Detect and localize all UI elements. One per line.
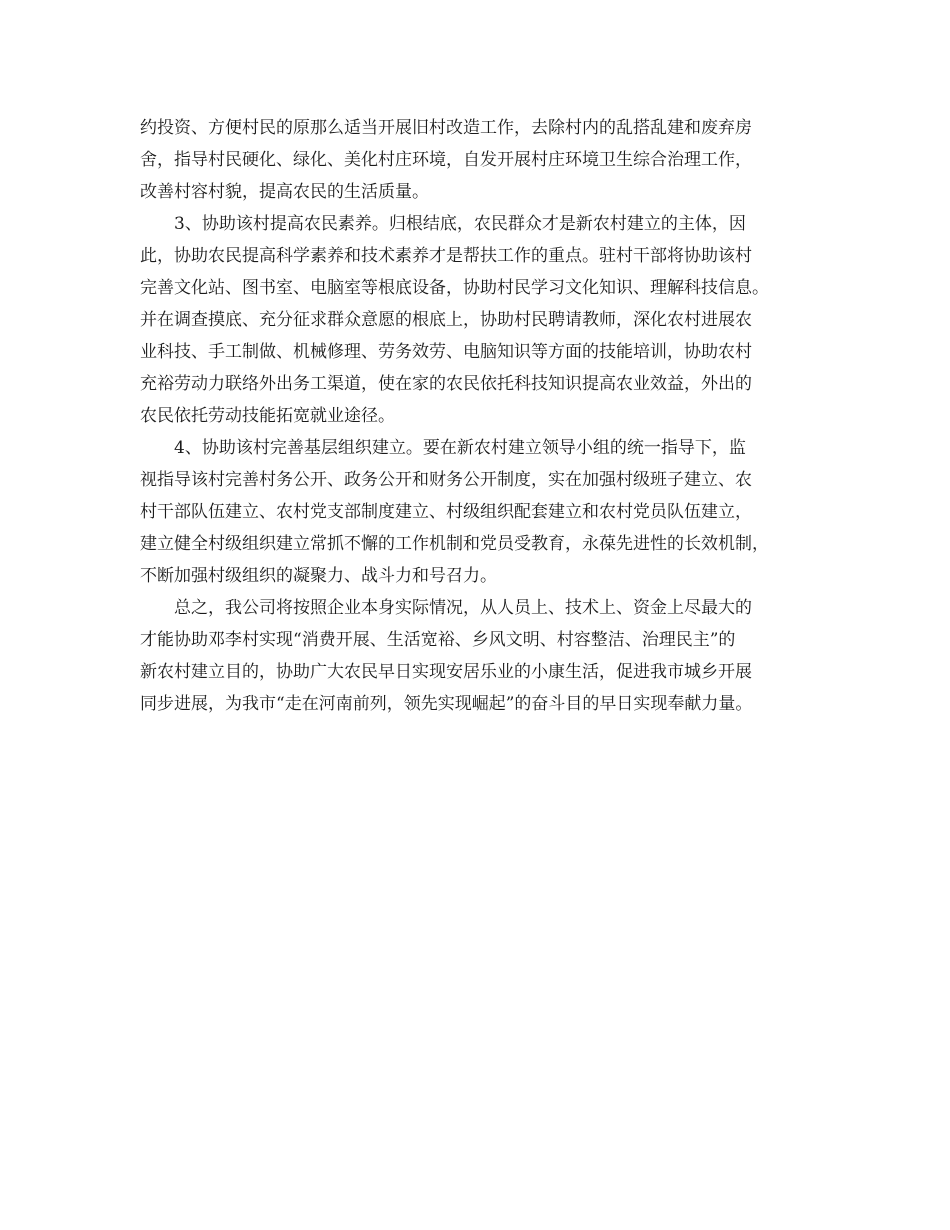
- paragraph-conclusion: [140, 592, 830, 720]
- paragraph-continuation: [140, 112, 830, 208]
- text-line: 才能协助邓李村实现“消费开展、生活宽裕、乡风文明、村容整洁、治理民主”的: [140, 630, 736, 650]
- text-line: 村干部队伍建立、农村党支部制度建立、村级组织配套建立和农村党员队伍建立，: [140, 502, 752, 522]
- text-line: 完善文化站、图书室、电脑室等根底设备，协助村民学习文化知识、理解科技信息。: [140, 278, 769, 298]
- text-line: 不断加强村级组织的凝聚力、战斗力和号召力。: [140, 566, 497, 586]
- text-line: 总之，我公司将按照企业本身实际情况，从人员上、技术上、资金上尽最大的: [174, 598, 752, 618]
- text-line: 3、协助该村提高农民素养。归根结底，农民群众才是新农村建立的主体，因: [174, 214, 746, 234]
- text-line: 建立健全村级组织建立常抓不懈的工作机制和党员受教育，永葆先进性的长效机制，: [140, 534, 769, 554]
- text-line: 约投资、方便村民的原那么适当开展旧村改造工作，去除村内的乱搭乱建和废弃房: [140, 118, 752, 138]
- text-line: 视指导该村完善村务公开、政务公开和财务公开制度，实在加强村级班子建立、农: [140, 470, 752, 490]
- text-line: 舍，指导村民硬化、绿化、美化村庄环境，自发开展村庄环境卫生综合治理工作，: [140, 150, 752, 170]
- text-line: 同步进展，为我市“走在河南前列，领先实现崛起”的奋斗目的早日实现奉献力量。: [140, 694, 753, 714]
- text-line: 充裕劳动力联络外出务工渠道，使在家的农民依托科技知识提高农业效益，外出的: [140, 374, 752, 394]
- text-line: 4、协助该村完善基层组织建立。要在新农村建立领导小组的统一指导下，监: [174, 438, 746, 458]
- text-line: 新农村建立目的，协助广大农民早日实现安居乐业的小康生活，促进我市城乡开展: [140, 662, 752, 682]
- text-line: 农民依托劳动技能拓宽就业途径。: [140, 406, 395, 426]
- paragraph-item-4: [140, 432, 830, 592]
- text-line: 并在调查摸底、充分征求群众意愿的根底上，协助村民聘请教师，深化农村进展农: [140, 310, 752, 330]
- paragraph-item-3: [140, 208, 830, 432]
- text-line: 改善村容村貌，提高农民的生活质量。: [140, 182, 429, 202]
- text-line: 此，协助农民提高科学素养和技术素养才是帮扶工作的重点。驻村干部将协助该村: [140, 246, 752, 266]
- text-line: 业科技、手工制做、机械修理、劳务效劳、电脑知识等方面的技能培训，协助农村: [140, 342, 752, 362]
- document-body: [140, 112, 830, 720]
